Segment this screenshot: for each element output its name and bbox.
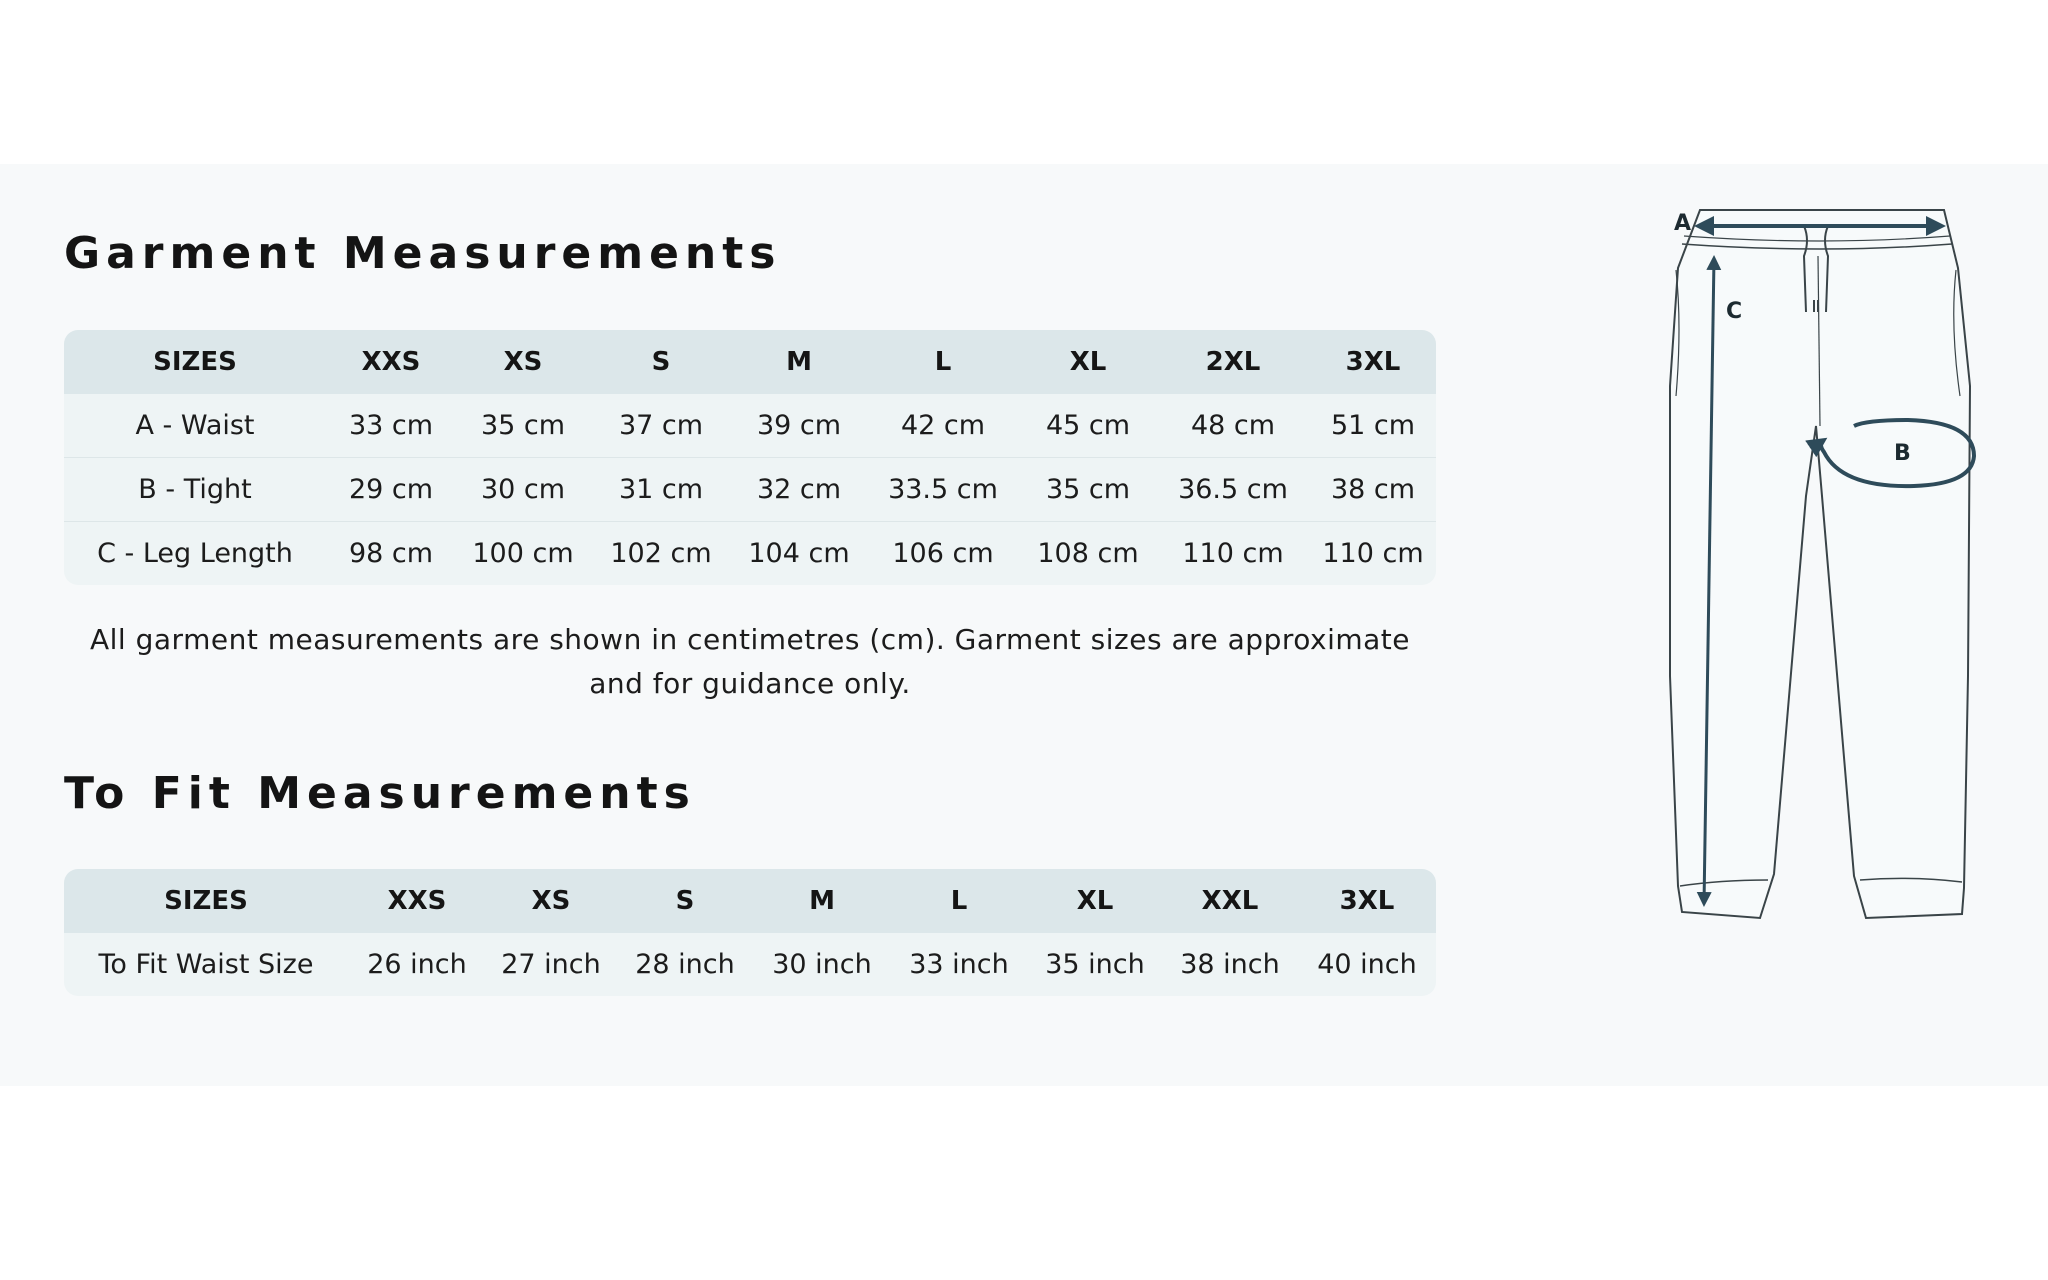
header-cell: XS	[486, 869, 616, 933]
label-a: A	[1674, 211, 1692, 236]
table-cell: 39 cm	[732, 394, 866, 458]
header-cell: 3XL	[1310, 330, 1436, 394]
header-cell: XXS	[326, 330, 456, 394]
table-cell: 100 cm	[456, 522, 590, 586]
row-label: B - Tight	[64, 458, 326, 522]
table-cell: 106 cm	[866, 522, 1020, 586]
header-cell: XXS	[348, 869, 486, 933]
table-cell: 30 inch	[754, 933, 890, 996]
header-cell: SIZES	[64, 330, 326, 394]
table-cell: 35 cm	[456, 394, 590, 458]
table-cell: 37 cm	[590, 394, 732, 458]
table-cell: 26 inch	[348, 933, 486, 996]
header-cell: M	[754, 869, 890, 933]
header-cell: 3XL	[1298, 869, 1436, 933]
trousers-diagram	[1656, 196, 1996, 936]
table-cell: 40 inch	[1298, 933, 1436, 996]
fit-measurements-title: To Fit Measurements	[64, 768, 696, 819]
header-cell: SIZES	[64, 869, 348, 933]
table-cell: 38 inch	[1162, 933, 1298, 996]
table-row	[64, 394, 1436, 458]
table-cell: 98 cm	[326, 522, 456, 586]
table-cell: 51 cm	[1310, 394, 1436, 458]
table-cell: 33 cm	[326, 394, 456, 458]
table-cell: 33.5 cm	[866, 458, 1020, 522]
garment-note: All garment measurements are shown in centimetres (cm). Garment sizes are approximate and for guidance only.	[90, 623, 1410, 700]
table-header-row	[64, 869, 1436, 933]
trousers-outline	[1670, 210, 1970, 918]
fit-measurements-table	[64, 869, 1436, 996]
row-label: To Fit Waist Size	[64, 933, 348, 996]
label-b: B	[1894, 441, 1911, 466]
table-cell: 42 cm	[866, 394, 1020, 458]
header-cell: XXL	[1162, 869, 1298, 933]
table-cell: 110 cm	[1156, 522, 1310, 586]
table-cell: 31 cm	[590, 458, 732, 522]
table-header-row	[64, 330, 1436, 394]
table-cell: 45 cm	[1020, 394, 1156, 458]
header-cell: M	[732, 330, 866, 394]
table-cell: 104 cm	[732, 522, 866, 586]
header-cell: 2XL	[1156, 330, 1310, 394]
label-c: C	[1726, 299, 1743, 324]
header-cell: L	[890, 869, 1028, 933]
table-cell: 33 inch	[890, 933, 1028, 996]
header-cell: S	[590, 330, 732, 394]
header-cell: L	[866, 330, 1020, 394]
table-cell: 29 cm	[326, 458, 456, 522]
trousers-illustration	[1656, 196, 1996, 936]
table-cell: 38 cm	[1310, 458, 1436, 522]
garment-measurements-title: Garment Measurements	[64, 228, 782, 279]
row-label: C - Leg Length	[64, 522, 326, 586]
header-cell: XL	[1028, 869, 1162, 933]
garment-measurements-table	[64, 330, 1436, 585]
table-cell: 32 cm	[732, 458, 866, 522]
table-cell: 35 cm	[1020, 458, 1156, 522]
row-label: A - Waist	[64, 394, 326, 458]
table-cell: 108 cm	[1020, 522, 1156, 586]
table-cell: 30 cm	[456, 458, 590, 522]
table-cell: 48 cm	[1156, 394, 1310, 458]
table-cell: 35 inch	[1028, 933, 1162, 996]
table-cell: 36.5 cm	[1156, 458, 1310, 522]
table-cell: 28 inch	[616, 933, 754, 996]
header-cell: S	[616, 869, 754, 933]
table-cell: 27 inch	[486, 933, 616, 996]
table-row	[64, 458, 1436, 522]
table-row	[64, 522, 1436, 586]
header-cell: XL	[1020, 330, 1156, 394]
table-row	[64, 933, 1436, 996]
table-cell: 102 cm	[590, 522, 732, 586]
table-cell: 110 cm	[1310, 522, 1436, 586]
header-cell: XS	[456, 330, 590, 394]
